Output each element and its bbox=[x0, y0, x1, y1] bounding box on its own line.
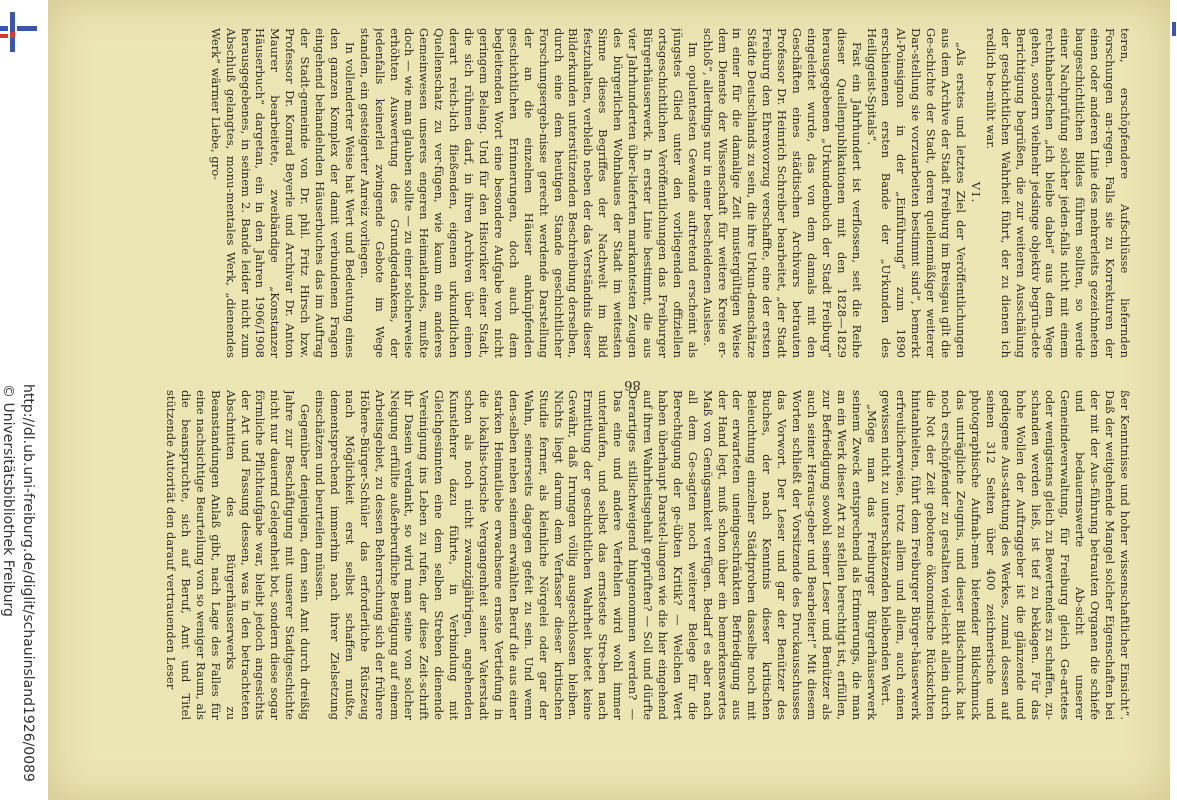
viewer-left-margin bbox=[0, 0, 48, 800]
paragraph: Im opulentesten Gewande auftretend erscheint als jüngstes Glied unter den vorliegenden offiziellen ortsgeschichtlichen Veröffentlichungen das Freiburger Bürgerhäuserwerk. In erster Linie bestimmt, die aus vier Jahrhunderten über-lieferten markantesten Zeugen des bürgerlichen Wohnbaues der Stadt im weitesten Sinne dieses Begriffes der Nachwelt im Bild festzuhalten, verbleib neben der das Verständnis dieser Bilderkunden unterstützenden Beschreibung derselben, durch eine dem heutigen Stande geschichtlicher Forschungsergeb-nisse gerecht werdende Darstellung der an die einzelnen Häuser anknüpfenden geschichtlichen Erinnerungen, doch auch dem begleitenden Wort eine besondere Aufgabe von nicht geringem Belang. Und für den Historiker einer Stadt, die sich rühmen darf, in ihren Archiven über einen derart reich-lich fließenden, eigenen urkundlichen Quellenschatz zu ver-fügen, wie kaum ein anderes Gemeinwesen unseres engeren Heimatlandes, mußte doch — wie man glauben sollte — zu einer solcherweise erhöhten Auswertung des Grundgedankens, der jedenfalls keinerlei zwingende Gebote im Wege standen, ein gesteigerter Anreiz vorliegen. bbox=[357, 28, 700, 358]
paragraph: ßer Kenntnisse und hoher wissenschaftlicher Einsicht“. Daß der weitgehende Mangel solcher Eigenschaften bei der mit der Aus-führung betrauten Organen die schiefe und bedauernswerte Ab-sicht unserer Gemeindeverwaltung, für Freiburg gleich Ge-artetes oder wenigstens gleich zu Bewertendes zu schaffen, zu-schanden werden ließ, ist tief zu beklagen. Für das hohe Wollen der Auftraggeber ist die glänzende und gediegene Aus-stattung des Werkes, zumal dessen auf seinen 312 Seiten über 400 zeichnerische und photographische Aufnah-men bietender Bildschmuck das unträgliche Zeugnis, und dieser Bildschmuck hat noch erschöpfender zu gestalten viel-leicht allein durch die Not der Zeit gebotene ökonomische Rücksichten hintanhielten, führt dem Freiburger Bürger-häuserwerk erfreulicherweise, trotz allem und allem, auch einen gewissen nicht zu unterschätzenden bleibenden Wert. bbox=[879, 390, 1132, 720]
paragraph: „Möge man das Freiburger Bürgerhäuserwerk seinem Zweck entsprechend als Erinnerungs, die man an ein Werk dieser Art zu stellen berechtigt ist, erfüllen, zur Befriedigung sowohl seiner Leser und Benützer als auch seiner Heraus-geber und Bearbeiter!“ Mit diesem Worten schließt der Vorsitzende des Druckausschusses das Vorwort. Der Leser und gar der Benützer des Buches, der nach Kenntnis dieser kritischen Beleuchtung einzelner Städtproben dasselbe noch mit der erwarteten uneingeschränkten Befriedigung aus der Hand legt, muß schon über ein bemerkenswertes Maß von Genügsamkeit verfügen. Bedarf es aber nach all dem Ge-sagten noch weiterer Belege für die Berechtigung der ge-übten Kritik? — Welchen Wert haben überhaupt Darstel-lungen wie die hier eingehend auf ihren Wahrheitsgehalt geprüften? — Soll und dürfte Derartiges stillschweigend hingenommen werden? — Das eine und andere Verfehlen wird wohl immer unterlaufen, und selbst das ernsteste Stre-ben nach Ermittlung der geschichtlichen Wahrheit bietet keine Gewähr, daß Irrungen völlig ausgeschlossen bleiben. Nichts liegt darum dem Verfasser dieser kritischen Studie ferner, als kleinliche Nörgelei oder gar der Wahn, seinerseits dagegen gefeit zu sein. Und wenn den-selben neben seinem erwählten Beruf die aus einer starken Heimatliebe erwachsene ernste Vertiefung in die lokalhis-torische Vergangenheit seiner Vaterstadt schon als noch nicht zwanzigjährigen, angehenden Kunstlehrer dazu führte, in Verbindung mit Gleichgesinnten eine dem selben Streben dienende Vereinigung ins Leben zu rufen, der diese Zeit-schrift ihr Dasein verdankt, so wird man seine von solcher Neigung erfüllte außerberufliche Betätigung auf einem Arbeitsgebiet, zu dessen Beherrschung sich der frühere Höhere-Bürger-Schüler das erforderliche Rüstzeug nach Möglichkeit erst selbst schaffen mußte, dementsprechend immerhin nach ihrer Zielsetzung einschätzen und beurteilen müssen. bbox=[313, 390, 879, 720]
copyright-notice: © Universitätsbibliothek Freiburg bbox=[0, 384, 16, 617]
rotated-page-content bbox=[48, 0, 1170, 800]
paragraph: Fast ein Jahrhundert ist verflossen, seit die Reihe dieser Quellenpublikationen mit den 1828—1829 herausgegebenen „Urkundenbuch der Stadt Freiburg“ eingeleitet wurde, das von dem damals mit den Geschäften eines städtischen Archivars betrauten Professor Dr. Heinrich Schreiber bearbeitet, „der Stadt Freiburg den Ehrenvorzug verschaffte, eine der ersten Städte Deutschlands zu sein, die ihre Urkun-denschätze in einer für die damalige Zeit mustergültigen Weise dem Dienste der Wissenschaft für weitere Kreise er-schloß“, allerdings nur in einer bescheidenen Auslese. bbox=[700, 28, 864, 358]
viewer-right-margin bbox=[1170, 0, 1177, 800]
paragraph: „Als erstes und letztes Ziel der Veröffentlichungen aus dem Archive der Stadt Freiburg im Breisgau gilt die Ge-schichte der Stadt, deren quellenmäßiger weiterer Dar-stellung sie vorzuarbeiten bestimmt sind“, bemerkt Al-Poinsignon in der „Einführung“ zum 1890 erschienenen ersten Bande der „Urkunden des Heiliggeist-Spitals“. bbox=[864, 28, 969, 358]
section-heading: VI. bbox=[968, 181, 983, 205]
scroll-marker[interactable] bbox=[1172, 22, 1176, 36]
paragraph: teren, erschöpfendere Aufschlüsse liefernden Forschungen an-regen. Falls sie zu Korrekturen der einen oder anderen Linie des mehrerleits gezeichneten baugeschichtlichen Bildes führen sollten, so werde einer Nachprüfung solcher jeden-falls nicht mit einem rechthaberischen „ich bleibe dabei“ aus dem Wege gehen, sondern vielmehr jedsinge objektiv begrün-dete Berichtigung begrüßen, die zur weiteren Ausschälung der geschichtlichen Wahrheit führt, der zu dienen ich redlich be-müht war. bbox=[983, 28, 1132, 358]
text-column-left bbox=[92, 28, 1132, 358]
paragraph: Gegenüber denjenigen, dem sein Amt durch dreißig Jahre zur Beschäftigung mit unserer Stadtgeschichte nicht nur dauernd Gelegenheit bot, sondern diese sogar förmliche Pflichtaufgabe war, bleibt jedoch angesichts der Art und Fassung dessen, was in den betrachteten Abschnitten des Bürgerhäuserwerks zu Beanstandungen Anlaß gibt, nach Lage des Falles für eine nachsichtige Beurteilung von so weniger Raum, als die beanspruchte, sich auf Beruf, Amt und Titel stützende Autorität den darauf vertrauenden Leser bbox=[164, 390, 313, 720]
sidebar-source-info bbox=[0, 380, 40, 800]
paragraph: In vollenderter Weise hat Wert und Bedeutung eines den ganzen Komplex der damit verbundenen Fragen eingehend behandelnden Häuserbuches das im Auftrag der Stadt-gemeinde von Dr. phil. Fritz Hirsch bzw. Professor Dr. Konrad Beyerle und Archivar Dr. Anton Maurer bearbeitete, zweibändige „Konstanzer Häuserbuch“ dargetan, ein in den Jahren 1906/1908 herausgegebenes, in seinem 2. Bande leider nicht zum Abschluß gelangtes, monu-mentales Werk, „dienendes Werk“ wärmer Liebe, gro- bbox=[208, 28, 357, 358]
page-number: 86 bbox=[624, 376, 641, 392]
source-url[interactable]: http://dl.ub.uni-freiburg.de/diglit/schauinsland1926/0089 bbox=[20, 384, 36, 782]
text-column-right bbox=[92, 390, 1132, 720]
scanned-page bbox=[48, 0, 1170, 800]
ub-freiburg-logo-icon bbox=[0, 12, 42, 52]
